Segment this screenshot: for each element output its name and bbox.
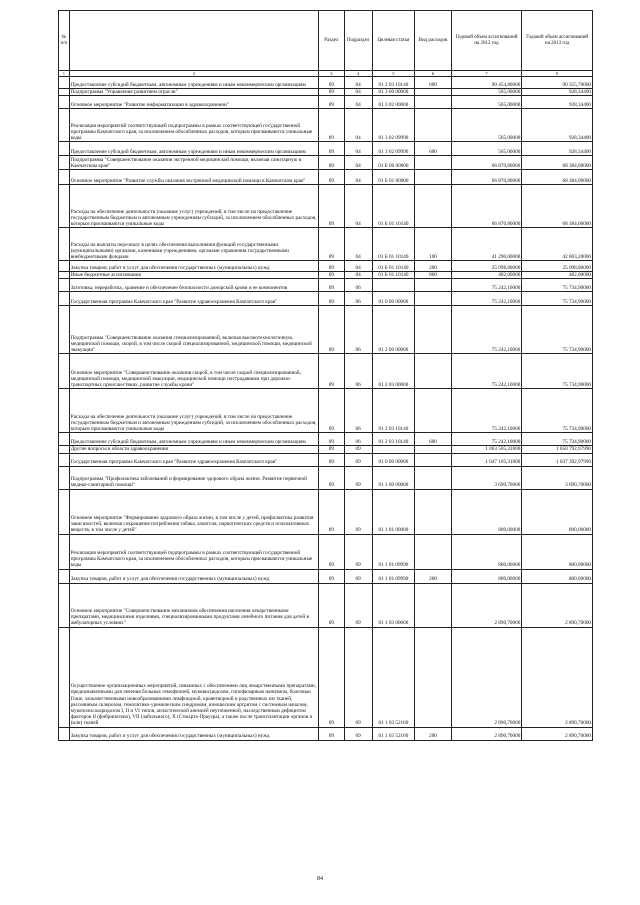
cell-sub: 09 [344,727,372,740]
cell-y2: 68 384,00000 [522,156,593,170]
cell-sub: 04 [344,156,372,170]
cell-name: Подпрограмма "Управление развитием отрасли" [69,89,318,96]
table-row [59,292,593,306]
cell-kind [415,627,451,727]
cell-art: 01 3 00 00000 [372,89,415,96]
cell-y1: 75 242,10000 [451,306,522,354]
cell-kind: 600 [415,77,451,89]
cell-y2: 2 890,70000 [522,583,593,627]
cell-sec: 09 [319,77,345,89]
table-row [59,569,593,583]
cell-sub: 04 [344,228,372,261]
header-row [59,11,593,71]
budget-table [58,10,593,741]
cell-art: 01 0 00 00000 [372,453,415,466]
cell-name: Расходы на обеспечение деятельности (оказание услуг) учреждений, в том числе на предоставление государственным бюджетным и автономным учреждениям субсидий, за исключением обособленных расходов, которым присваиваются уникальные коды [69,185,318,228]
cell-y2: 68 384,00000 [522,170,593,185]
cell-y2: 3 690,70000 [522,466,593,489]
cell-y1: 2 890,70000 [451,727,522,740]
cell-sec: 09 [319,170,345,185]
cell-y1: 75 242,10000 [451,292,522,306]
index-cell: 7 [451,71,522,77]
cell-num [59,583,70,627]
cell-num [59,433,70,446]
cell-art: 01 3 02 09990 [372,109,415,142]
cell-sub: 06 [344,389,372,433]
cell-num [59,89,70,96]
table-row [59,279,593,292]
cell-sub: 04 [344,272,372,279]
cell-art [372,446,415,453]
cell-name: Заготовка, переработка, хранение и обеспечение безопасности донорской крови и ее компонентов [69,279,318,292]
cell-y2: 42 803,20000 [522,228,593,261]
cell-num [59,446,70,453]
cell-y1: 565,00000 [451,89,522,96]
cell-sub: 09 [344,453,372,466]
cell-sec: 09 [319,185,345,228]
cell-art: 01 1 00 00000 [372,466,415,489]
table-row [59,261,593,272]
table-row [59,272,593,279]
cell-sub: 04 [344,170,372,185]
table-row [59,306,593,354]
cell-y2: 75 734,90000 [522,306,593,354]
cell-name: Основное мероприятие "Совершенствование механизмов обеспечения населения лекарственными препаратами, медицинскими изделиями, специализированными продуктами лечебного питания для детей в амбулаторных условиях" [69,583,318,627]
cell-y2: 75 734,90000 [522,354,593,389]
cell-sec: 09 [319,569,345,583]
cell-name: Расходы на выплаты персоналу в целях обеспечения выполнения функций государственными (муниципальными) органами, казенными учреждениями, органами управления государственными внебюджетными фондами [69,228,318,261]
cell-y2: 75 734,90000 [522,279,593,292]
table-row [59,466,593,489]
index-cell: 6 [415,71,451,77]
cell-sec: 09 [319,228,345,261]
index-cell: 2 [69,71,318,77]
cell-name: Предоставление субсидий бюджетным, автономным учреждениям и иным некоммерческим организациям [69,433,318,446]
cell-name: Реализация мероприятий соответствующей подпрограммы в рамках соответствующей государственной программы Камчатского края, за исключением обособленных расходов, которым присваиваются уникальные коды [69,109,318,142]
cell-num [59,466,70,489]
table-row [59,627,593,727]
cell-sub: 04 [344,261,372,272]
cell-y2: 928,34400 [522,142,593,156]
cell-y2: 928,34400 [522,109,593,142]
cell-sec: 09 [319,96,345,109]
cell-art: 01 1 01 00000 [372,489,415,534]
cell-y1: 90 454,80000 [451,77,522,89]
cell-sec: 09 [319,446,345,453]
cell-num [59,306,70,354]
cell-y1: 1 063 505,31000 [451,446,522,453]
cell-y2: 482,00000 [522,272,593,279]
cell-sub: 04 [344,89,372,96]
cell-y1: 75 242,10000 [451,354,522,389]
cell-kind: 600 [415,433,451,446]
index-cell: 1 [59,71,70,77]
cell-y1: 800,00000 [451,569,522,583]
cell-sub: 06 [344,306,372,354]
header-year1: Годовой объем ассигнований на 2012 год [451,11,522,71]
cell-y2: 2 890,70000 [522,727,593,740]
header-num: № п/п [59,11,70,71]
cell-y2: 800,00000 [522,489,593,534]
cell-num [59,627,70,727]
cell-sec: 09 [319,261,345,272]
cell-y2: 1 037 392,97990 [522,453,593,466]
index-cell: 5 [372,71,415,77]
cell-kind [415,389,451,433]
cell-kind: 600 [415,142,451,156]
cell-sec: 09 [319,433,345,446]
cell-kind [415,446,451,453]
table-row [59,142,593,156]
cell-art: 01 2 03 10140 [372,389,415,433]
cell-art: 01 Б 01 10140 [372,261,415,272]
cell-num [59,261,70,272]
cell-kind [415,534,451,569]
cell-kind [415,466,451,489]
cell-sub: 06 [344,354,372,389]
cell-art: 01 Б 00 00000 [372,156,415,170]
cell-num [59,77,70,89]
table-row [59,433,593,446]
cell-y2: 1 050 792,97990 [522,446,593,453]
cell-sec: 09 [319,279,345,292]
cell-kind [415,292,451,306]
cell-y2: 928,34400 [522,96,593,109]
cell-num [59,569,70,583]
cell-name: Предоставление субсидий бюджетным, автономным учреждениям и иным некоммерческим организациям [69,77,318,89]
cell-sec: 09 [319,292,345,306]
cell-kind: 200 [415,261,451,272]
cell-sub: 09 [344,489,372,534]
cell-y2: 75 734,90000 [522,389,593,433]
cell-name: Закупка товаров, работ и услуг для обеспечения государственных (муниципальных) нужд [69,261,318,272]
cell-kind [415,306,451,354]
cell-name: Основное мероприятие "Развитие службы оказания экстренной медицинской помощи в Камчатском крае" [69,170,318,185]
cell-num [59,453,70,466]
cell-y1: 75 242,10000 [451,433,522,446]
cell-art: 01 2 00 00000 [372,306,415,354]
cell-y1: 800,00000 [451,489,522,534]
cell-name: Государственная программа Камчатского края "Развитие здравоохранения Камчатского края" [69,453,318,466]
cell-sec: 09 [319,272,345,279]
cell-sec: 09 [319,534,345,569]
table-body [59,77,593,741]
table-row [59,534,593,569]
cell-kind: 800 [415,272,451,279]
cell-y1: 2 890,70000 [451,627,522,727]
table-row [59,156,593,170]
cell-y2: 75 734,90000 [522,433,593,446]
cell-art: 01 Б 01 10140 [372,228,415,261]
header-year2: Годовой объем ассигнований на 2013 год [522,11,593,71]
cell-num [59,109,70,142]
cell-kind [415,354,451,389]
cell-y1: 75 242,10000 [451,279,522,292]
cell-art: 01 2 03 10140 [372,77,415,89]
cell-kind: 200 [415,727,451,740]
cell-name: Другие вопросы в области здравоохранения [69,446,318,453]
cell-sec: 09 [319,389,345,433]
cell-num [59,354,70,389]
cell-kind [415,96,451,109]
cell-num [59,142,70,156]
cell-sec: 09 [319,156,345,170]
cell-art: 01 Б 01 00000 [372,170,415,185]
cell-sub: 04 [344,96,372,109]
cell-kind [415,583,451,627]
cell-num [59,279,70,292]
cell-num [59,534,70,569]
cell-y2: 90 355,70000 [522,77,593,89]
cell-sub: 06 [344,292,372,306]
cell-kind: 200 [415,569,451,583]
table-row [59,185,593,228]
cell-sub: 09 [344,534,372,569]
cell-kind [415,185,451,228]
cell-sec: 09 [319,354,345,389]
cell-sec: 09 [319,627,345,727]
cell-art: 01 1 03 52160 [372,627,415,727]
cell-sub: 09 [344,583,372,627]
cell-name: Подпрограмма "Совершенствование оказания специализированной, включая высокотехнологичную, медицинской помощи, скорой, в том числе скорой специализированной, медицинской помощи, медицинской эвакуации" [69,306,318,354]
table-row [59,389,593,433]
cell-sec: 09 [319,89,345,96]
cell-y2: 800,00000 [522,569,593,583]
cell-sub: 06 [344,279,372,292]
cell-kind [415,170,451,185]
index-cell: 8 [522,71,593,77]
cell-sec: 09 [319,466,345,489]
cell-y1: 66 870,80000 [451,185,522,228]
cell-name: Подпрограмма "Профилактика заболеваний и формирование здорового образа жизни. Развитие первичной медико-санитарной помощи" [69,466,318,489]
cell-y1: 565,00000 [451,142,522,156]
cell-sub: 04 [344,77,372,89]
cell-y1: 25 098,80000 [451,261,522,272]
cell-art: 01 1 03 52160 [372,727,415,740]
cell-y1: 41 290,00000 [451,228,522,261]
cell-name: Подпрограмма "Совершенствование оказания экстренной медицинской помощи, включая санитарную в Камчатском крае" [69,156,318,170]
cell-num [59,185,70,228]
table-row [59,96,593,109]
cell-num [59,389,70,433]
cell-sec: 09 [319,583,345,627]
cell-y1: 800,00000 [451,534,522,569]
cell-y1: 1 047 105,31000 [451,453,522,466]
table-row [59,109,593,142]
cell-kind [415,109,451,142]
cell-art: 01 1 03 00000 [372,583,415,627]
cell-sub: 09 [344,446,372,453]
budget-sheet [58,10,593,741]
cell-sub: 04 [344,142,372,156]
cell-kind [415,89,451,96]
table-row [59,228,593,261]
cell-name: Закупка товаров, работ и услуг для обеспечения государственных (муниципальных) нужд [69,727,318,740]
cell-sec: 09 [319,727,345,740]
cell-name: Государственная программа Камчатского края "Развитие здравоохранения Камчатского края" [69,292,318,306]
cell-sec: 09 [319,453,345,466]
cell-name: Основное мероприятие "Формирование здорового образа жизни, в том числе у детей, профилактика развития зависимостей, включая сокращение потребления табака, алкоголя, наркотических средств и психоактивных веществ, в том числе у детей" [69,489,318,534]
header-kind: Вид расходов [415,11,451,71]
cell-sec: 09 [319,306,345,354]
cell-art: 01 2 03 10140 [372,433,415,446]
cell-y1: 75 242,10000 [451,389,522,433]
cell-sub: 04 [344,109,372,142]
cell-sub: 09 [344,466,372,489]
cell-art: 01 3 02 00000 [372,96,415,109]
cell-y2: 800,00000 [522,534,593,569]
cell-kind: 100 [415,228,451,261]
cell-name: Основное мероприятие "Совершенствование оказания скорой, в том числе скорой специализированной, медицинской помощи, медицинской эвакуации, медицинской помощи пострадавшим при дорожно-транспортных происшествиях, развитие службы крови" [69,354,318,389]
cell-y1: 565,00000 [451,109,522,142]
cell-sub: 04 [344,185,372,228]
table-row [59,727,593,740]
cell-y2: 2 890,70000 [522,627,593,727]
cell-num [59,96,70,109]
table-row [59,354,593,389]
cell-num [59,727,70,740]
header-subsection: Подраздел [344,11,372,71]
cell-num [59,489,70,534]
cell-y1: 66 870,80000 [451,156,522,170]
cell-name: Расходы на обеспечение деятельности (оказание услуг) учреждений, в том числе на предоставление государственным бюджетным и автономным учреждениям субсидий, за исключением обособленных расходов, которым присваиваются уникальные коды [69,389,318,433]
index-cell: 4 [344,71,372,77]
cell-name: Основное мероприятие "Развитие информатизации в здравоохранении" [69,96,318,109]
index-cell: 3 [319,71,345,77]
header-section: Раздел [319,11,345,71]
table-row [59,89,593,96]
page-number: 84 [317,876,323,882]
cell-y1: 2 890,70000 [451,583,522,627]
cell-art [372,279,415,292]
cell-y1: 3 690,70000 [451,466,522,489]
table-row [59,170,593,185]
cell-name: Предоставление субсидий бюджетным, автономным учреждениям и иным некоммерческим организациям [69,142,318,156]
header-name [69,11,318,71]
cell-y1: 66 870,80000 [451,170,522,185]
cell-sub: 09 [344,569,372,583]
cell-kind [415,279,451,292]
cell-art: 01 3 02 09990 [372,142,415,156]
header-article: Целевая статья [372,11,415,71]
cell-art: 01 2 03 00000 [372,354,415,389]
table-row [59,489,593,534]
cell-num [59,228,70,261]
cell-num [59,170,70,185]
cell-sub: 06 [344,433,372,446]
cell-art: 01 Б 01 10140 [372,272,415,279]
cell-y2: 68 384,00000 [522,185,593,228]
cell-name: Осуществление организационных мероприятий, связанных с обеспечением лиц лекарственными препаратами, предназначенными для лечения больных гемофилией, муковисцидозом, гипофизарным нанизмом, болезнью Гоше, злокачественными новообразованиями лимфоидной, кроветворной и родственных им тканей, рассеянным склерозом, гемолитико-уремическим синдромом, юношеским артритом с системным началом, мукополисахаридозом I, II и VI типов, апластической анемией неуточненной, наследственным дефицитом факторов II (фибриногена), VII (лабильного), X (Стюарта-Прауэра), а также после трансплантации органов и (или) тканей [69,627,318,727]
table-row [59,583,593,627]
cell-art: 01 0 00 00000 [372,292,415,306]
cell-num [59,272,70,279]
cell-kind [415,489,451,534]
cell-sub: 09 [344,627,372,727]
cell-sec: 09 [319,489,345,534]
cell-y1: 482,00000 [451,272,522,279]
cell-kind [415,156,451,170]
cell-sec: 09 [319,142,345,156]
cell-y2: 25 098,80000 [522,261,593,272]
cell-num [59,292,70,306]
cell-name: Закупка товаров, работ и услуг для обеспечения государственных (муниципальных) нужд [69,569,318,583]
cell-y2: 928,34400 [522,89,593,96]
table-row [59,77,593,89]
cell-num [59,156,70,170]
cell-y1: 565,00000 [451,96,522,109]
cell-sec: 09 [319,109,345,142]
cell-kind [415,453,451,466]
cell-art: 01 1 01 09990 [372,569,415,583]
cell-name: Реализация мероприятий соответствующей подпрограммы в рамках соответствующей государственной программы Камчатского края, за исключением обособленных расходов, которым присваиваются уникальные коды [69,534,318,569]
table-row [59,453,593,466]
cell-art: 01 Б 01 10140 [372,185,415,228]
cell-name: Иные бюджетные ассигнования [69,272,318,279]
cell-y2: 75 734,90000 [522,292,593,306]
table-row [59,446,593,453]
cell-art: 01 1 01 09990 [372,534,415,569]
